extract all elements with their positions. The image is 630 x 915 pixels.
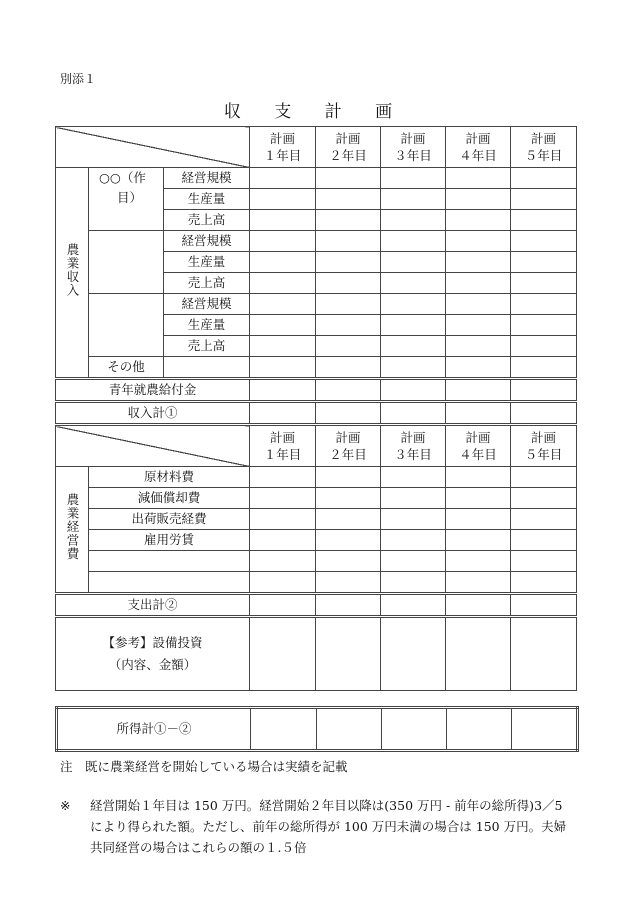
input-cell[interactable] <box>381 530 446 551</box>
diagonal-header-cell <box>56 425 250 467</box>
expense-item-label: 原材料費 <box>89 467 250 488</box>
input-cell[interactable] <box>316 294 381 315</box>
input-cell[interactable] <box>511 379 577 402</box>
year-header-4: 計画 ４年目 <box>446 425 511 467</box>
input-cell[interactable] <box>511 168 577 189</box>
input-cell[interactable] <box>446 168 511 189</box>
expense-total-label: 支出計② <box>56 594 250 617</box>
footnote-mark: ※ <box>60 798 71 813</box>
item-label: 経営規模 <box>164 231 250 252</box>
input-cell[interactable] <box>511 210 577 231</box>
input-cell[interactable] <box>446 294 511 315</box>
input-cell[interactable] <box>316 488 381 509</box>
input-cell[interactable] <box>250 530 316 551</box>
input-cell[interactable] <box>381 168 446 189</box>
input-cell[interactable] <box>381 336 446 357</box>
footnote-text: 経営開始１年目は 150 万円。経営開始２年目以降は(350 万円 - 前年の総所得)3／5 により得られた額。ただし、前年の総所得が 100 万円未満の場合は 150 万円。夫婦共同経営の場合はこれらの額の１.５倍 <box>90 798 567 855</box>
input-cell[interactable] <box>250 231 316 252</box>
input-cell[interactable] <box>316 551 381 572</box>
input-cell[interactable] <box>316 617 381 691</box>
input-cell[interactable] <box>250 509 316 530</box>
input-cell[interactable] <box>164 357 250 379</box>
year-header-row <box>56 127 577 168</box>
year-header-2: 計画 ２年目 <box>316 127 381 168</box>
input-cell[interactable] <box>511 572 577 594</box>
diagonal-header-cell <box>56 127 250 168</box>
input-cell[interactable] <box>446 530 511 551</box>
item-label: 経営規模 <box>164 294 250 315</box>
input-cell[interactable] <box>381 488 446 509</box>
input-cell[interactable] <box>317 708 382 751</box>
youth-grant-label: 青年就農給付金 <box>56 379 250 402</box>
input-cell[interactable] <box>316 231 381 252</box>
input-cell[interactable] <box>511 273 577 294</box>
input-cell[interactable] <box>316 210 381 231</box>
item-label: 生産量 <box>164 252 250 273</box>
note-text: 注 既に農業経営を開始している場合は実績を記載 <box>60 759 348 774</box>
input-cell[interactable] <box>250 467 316 488</box>
input-cell[interactable] <box>511 509 577 530</box>
expense-category-cell: 農業経営費 <box>56 467 89 594</box>
input-cell[interactable] <box>250 189 316 210</box>
input-cell[interactable] <box>446 551 511 572</box>
item-label: 生産量 <box>164 315 250 336</box>
income-total-table <box>55 706 579 752</box>
input-cell[interactable] <box>381 551 446 572</box>
input-cell[interactable] <box>250 336 316 357</box>
input-cell[interactable] <box>250 572 316 594</box>
input-cell[interactable] <box>250 252 316 273</box>
input-cell[interactable] <box>381 617 446 691</box>
year-header-1: 計画 １年目 <box>250 425 316 467</box>
input-cell[interactable] <box>381 294 446 315</box>
input-cell[interactable] <box>511 231 577 252</box>
input-cell[interactable] <box>250 617 316 691</box>
expense-item-label[interactable] <box>89 572 250 594</box>
input-cell[interactable] <box>447 708 512 751</box>
input-cell[interactable] <box>511 488 577 509</box>
input-cell[interactable] <box>381 379 446 402</box>
input-cell[interactable] <box>446 488 511 509</box>
year-header-2: 計画 ２年目 <box>316 425 381 467</box>
input-cell[interactable] <box>446 402 511 425</box>
input-cell[interactable] <box>250 551 316 572</box>
input-cell[interactable] <box>511 467 577 488</box>
year-header-1: 計画 １年目 <box>250 127 316 168</box>
input-cell[interactable] <box>316 594 381 617</box>
input-cell[interactable] <box>511 357 577 379</box>
other-label: その他 <box>89 357 164 379</box>
input-cell[interactable] <box>511 315 577 336</box>
input-cell[interactable] <box>446 379 511 402</box>
input-cell[interactable] <box>250 210 316 231</box>
input-cell[interactable] <box>381 402 446 425</box>
item-label: 売上高 <box>164 273 250 294</box>
input-cell[interactable] <box>511 551 577 572</box>
input-cell[interactable] <box>446 357 511 379</box>
page-title: 収 支 計 画 <box>223 102 407 122</box>
crop-name-cell: ○○（作 目） <box>89 168 164 231</box>
income-table <box>55 126 577 691</box>
input-cell[interactable] <box>316 336 381 357</box>
expense-item-label: 雇用労賃 <box>89 530 250 551</box>
appendix-label: 別添１ <box>60 72 97 86</box>
income-total-label: 収入計① <box>56 402 250 425</box>
input-cell[interactable] <box>446 231 511 252</box>
expense-item-label[interactable] <box>89 551 250 572</box>
input-cell[interactable] <box>511 530 577 551</box>
input-cell[interactable] <box>250 594 316 617</box>
input-cell[interactable] <box>381 210 446 231</box>
input-cell[interactable] <box>446 315 511 336</box>
input-cell[interactable] <box>250 294 316 315</box>
input-cell[interactable] <box>316 467 381 488</box>
year-header-5: 計画 ５年目 <box>511 425 577 467</box>
item-label: 経営規模 <box>164 168 250 189</box>
input-cell[interactable] <box>446 252 511 273</box>
expense-item-label: 出荷販売経費 <box>89 509 250 530</box>
input-cell[interactable] <box>511 252 577 273</box>
input-cell[interactable] <box>316 273 381 294</box>
input-cell[interactable] <box>381 572 446 594</box>
input-cell[interactable] <box>446 617 511 691</box>
input-cell[interactable] <box>381 231 446 252</box>
input-cell[interactable] <box>250 488 316 509</box>
input-cell[interactable] <box>381 357 446 379</box>
input-cell[interactable] <box>316 189 381 210</box>
input-cell[interactable] <box>250 168 316 189</box>
input-cell[interactable] <box>316 509 381 530</box>
input-cell[interactable] <box>250 315 316 336</box>
input-cell[interactable] <box>381 252 446 273</box>
input-cell[interactable] <box>250 273 316 294</box>
input-cell[interactable] <box>511 594 577 617</box>
input-cell[interactable] <box>446 273 511 294</box>
input-cell[interactable] <box>316 357 381 379</box>
year-header-3: 計画 ３年目 <box>381 425 446 467</box>
input-cell[interactable] <box>446 210 511 231</box>
input-cell[interactable] <box>250 402 316 425</box>
input-cell[interactable] <box>316 168 381 189</box>
expense-item-label: 減価償却費 <box>89 488 250 509</box>
crop-name-cell[interactable] <box>89 294 164 357</box>
input-cell[interactable] <box>381 509 446 530</box>
input-cell[interactable] <box>251 708 317 751</box>
input-cell[interactable] <box>446 594 511 617</box>
income-category-cell: 農業収入 <box>56 168 89 379</box>
input-cell[interactable] <box>316 315 381 336</box>
footnote <box>60 795 570 858</box>
input-cell[interactable] <box>250 357 316 379</box>
input-cell[interactable] <box>316 379 381 402</box>
input-cell[interactable] <box>511 294 577 315</box>
net-income-label: 所得計①－② <box>57 708 251 751</box>
input-cell[interactable] <box>446 572 511 594</box>
year-header-3: 計画 ３年目 <box>381 127 446 168</box>
crop-name-cell[interactable] <box>89 231 164 294</box>
input-cell[interactable] <box>511 402 577 425</box>
input-cell[interactable] <box>446 336 511 357</box>
item-label: 売上高 <box>164 336 250 357</box>
input-cell[interactable] <box>511 617 577 691</box>
item-label: 売上高 <box>164 210 250 231</box>
input-cell[interactable] <box>512 708 578 751</box>
year-header-4: 計画 ４年目 <box>446 127 511 168</box>
input-cell[interactable] <box>250 379 316 402</box>
input-cell[interactable] <box>446 189 511 210</box>
input-cell[interactable] <box>316 530 381 551</box>
input-cell[interactable] <box>381 467 446 488</box>
input-cell[interactable] <box>382 708 447 751</box>
input-cell[interactable] <box>316 252 381 273</box>
input-cell[interactable] <box>446 509 511 530</box>
input-cell[interactable] <box>381 315 446 336</box>
year-header-row <box>56 425 577 467</box>
input-cell[interactable] <box>446 467 511 488</box>
input-cell[interactable] <box>381 273 446 294</box>
input-cell[interactable] <box>511 336 577 357</box>
reference-label: 【参考】設備投資 （内容、金額） <box>56 617 250 691</box>
input-cell[interactable] <box>316 572 381 594</box>
input-cell[interactable] <box>381 189 446 210</box>
year-header-5: 計画 ５年目 <box>511 127 577 168</box>
input-cell[interactable] <box>381 594 446 617</box>
input-cell[interactable] <box>316 402 381 425</box>
input-cell[interactable] <box>511 189 577 210</box>
item-label: 生産量 <box>164 189 250 210</box>
